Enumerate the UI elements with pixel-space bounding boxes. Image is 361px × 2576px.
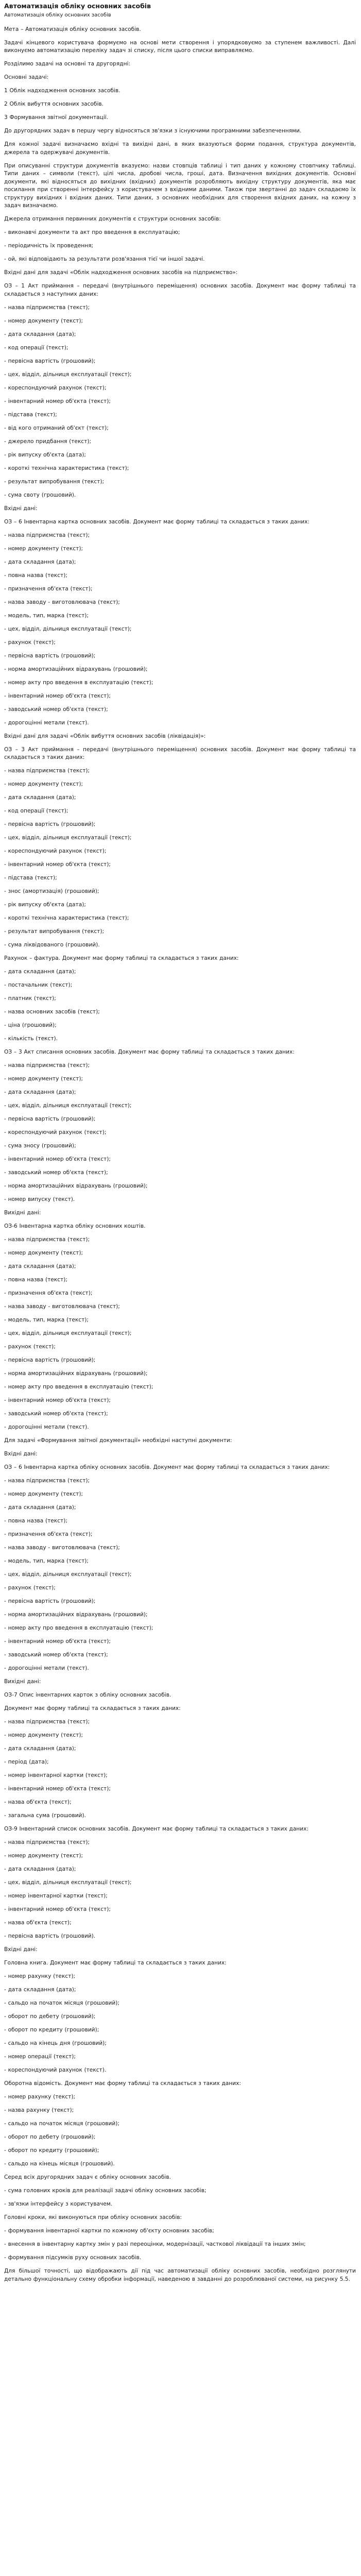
document-paragraph: - період (дата); — [4, 1759, 49, 1765]
document-paragraph: - назва об'єкта (текст); — [4, 1920, 72, 1926]
document-paragraph: ОЗ-9 Інвентарний список основних засобів. Документ має форму таблиці та складається з таких даних: — [4, 1826, 308, 1832]
document-paragraph: - цех, відділ, дільниця експлуатації (текст); — [4, 625, 132, 632]
document-paragraph: - рахунок (текст); — [4, 1585, 56, 1591]
document-paragraph: - зв'язки інтерфейсу з користувачем. — [4, 2201, 113, 2207]
document-paragraph: - номер випуску (текст). — [4, 1196, 75, 1202]
document-paragraph: - кількість (текст). — [4, 1036, 58, 1042]
document-paragraph: - оборот по кредиту (грошовий); — [4, 2027, 99, 2033]
document-paragraph: Серед всіх другорядних задач є обліку основних засобів. — [4, 2174, 171, 2180]
document-title: Автоматизація обліку основних засобів — [4, 2, 151, 10]
document-paragraph: - номер інвентарної картки (текст); — [4, 1772, 108, 1778]
document-paragraph: - назва підприємства (текст); — [4, 1839, 90, 1845]
document-paragraph: - сальдо на кінець дня (грошовий); — [4, 2040, 107, 2046]
document-paragraph: - номер документу (текст); — [4, 545, 83, 552]
document-paragraph: - назва підприємства (текст); — [4, 304, 90, 311]
document-paragraph: - призначення об'єкта (текст); — [4, 1531, 93, 1537]
document-paragraph: - сальдо на кінець місяця (грошовий). — [4, 2161, 115, 2167]
document-paragraph: - дата складання (дата); — [4, 1263, 76, 1269]
document-paragraph: - дорогоцінні метали (текст). — [4, 1665, 89, 1671]
document-paragraph: - інвентарний номер об'єкта (текст); — [4, 1156, 111, 1162]
document-paragraph: - заводський номер об'єкта (текст); — [4, 1652, 108, 1658]
document-paragraph: ОЗ – 6 Інвентарна картка основних засобів. Документ має форму таблиці та складається з таких даних: — [4, 518, 310, 525]
document-paragraph: - первісна вартість (грошовий). — [4, 1933, 96, 1939]
document-paragraph: - норма амортизаційних відрахувань (грошовий); — [4, 666, 148, 672]
document-paragraph: - назва основних засобів (текст); — [4, 1009, 100, 1015]
document-paragraph: - номер рахунку (текст); — [4, 2094, 76, 2100]
document-paragraph: Оборотна відомість. Документ має форму таблиці та складається з таких даних: — [4, 2080, 241, 2087]
document-paragraph: Рахунок – фактура. Документ має форму таблиці та складається з таких даних: — [4, 955, 239, 961]
document-subtitle: Автоматизація обліку основних засобів — [4, 12, 111, 18]
document-paragraph: - інвентарний номер об'єкта (текст); — [4, 1906, 111, 1912]
document-paragraph: - норма амортизаційних відрахувань (грошовий); — [4, 1370, 148, 1377]
document-paragraph: - назва підприємства (текст); — [4, 768, 90, 774]
document-paragraph: - результат випробування (текст); — [4, 928, 105, 935]
document-paragraph: - інвентарний номер об'єкта (текст); — [4, 692, 111, 699]
document-paragraph: - ціна (грошовий); — [4, 1022, 57, 1028]
document-paragraph: Розділимо задачі на основні та другорядні: — [4, 61, 131, 67]
document-paragraph: - назва підприємства (текст); — [4, 1062, 90, 1069]
document-paragraph: - кореспондуючий рахунок (текст); — [4, 848, 107, 854]
document-paragraph: - інвентарний номер об'єкта (текст); — [4, 1786, 111, 1792]
document-paragraph: - номер документу (текст); — [4, 1853, 83, 1859]
document-paragraph: - дата складання (дата); — [4, 558, 76, 565]
document-paragraph: Для задачі «Формування звітної документації» необхідні наступні документи: — [4, 1437, 232, 1444]
document-paragraph: ОЗ-7 Опис інвентарних карток з обліку основних засобів. — [4, 1692, 171, 1698]
document-paragraph: Документ має форму таблиці та складається з таких даних: — [4, 1705, 181, 1711]
document-paragraph: - сума своту (грошовий). — [4, 492, 76, 498]
document-paragraph: - кореспондуючий рахунок (текст). — [4, 2067, 107, 2073]
document-paragraph: - назва підприємства (текст); — [4, 1236, 90, 1243]
document-paragraph: Вихідні дані: — [4, 1210, 41, 1216]
document-paragraph: ОЗ – 3 Акт списання основних засобів. Документ має форму таблиці та складається з таких даних: — [4, 1049, 295, 1055]
document-paragraph: - номер документу (текст); — [4, 781, 83, 787]
document-paragraph: - номер документу (текст); — [4, 1250, 83, 1256]
document-paragraph: - назва рахунку (текст); — [4, 2107, 74, 2113]
document-paragraph: - номер акту про введення в експлуатацію (текст); — [4, 1384, 153, 1390]
document-paragraph: - внесення в інвентарну картку змін у разі переоцінки, модернізації, часткової ліквідації та інших змін; — [4, 2241, 306, 2247]
document-paragraph: - первісна вартість (грошовий); — [4, 821, 96, 827]
document-paragraph: - кореспондуючий рахунок (текст); — [4, 384, 107, 391]
document-paragraph: - назва заводу - виготовлювача (текст); — [4, 1303, 120, 1310]
document-paragraph: Мета – Автоматизація обліку основних засобів. — [4, 26, 141, 32]
document-paragraph: - дата складання (дата); — [4, 331, 76, 337]
document-paragraph: Джерела отримання первинних документів є структури основних засобів: — [4, 216, 221, 222]
document-paragraph: - заводський номер об'єкта (текст); — [4, 706, 108, 713]
document-paragraph: - номер документу (текст); — [4, 317, 83, 324]
document-paragraph: - первісна вартість (грошовий); — [4, 1116, 96, 1122]
document-paragraph: - підстава (текст); — [4, 411, 57, 418]
document-paragraph: - дорогоцінні метали (текст). — [4, 1424, 89, 1430]
document-paragraph: - загальна сума (грошовий). — [4, 1812, 86, 1819]
document-paragraph: - сума ліквідованого (грошовий). — [4, 942, 100, 948]
document-paragraph: - інвентарний номер об'єкта (текст); — [4, 861, 111, 868]
document-paragraph: Вхідні дані: — [4, 1451, 38, 1457]
document-paragraph: - постачальник (текст); — [4, 982, 73, 988]
document-paragraph: ОЗ – 6 Інвентарна картка обліку основних засобів. Документ має форму таблиці та складається з таких даних: — [4, 1464, 330, 1470]
document-paragraph: - назва заводу - виготовлювача (текст); — [4, 599, 120, 605]
document-paragraph: - ой, які відповідають за результати розв'язання тієї чи іншої задачі. — [4, 256, 205, 262]
document-paragraph: - від кого отриманий об'єкт (текст); — [4, 425, 109, 431]
document-paragraph: Для кожної задачі визначаємо вхідні та вихідні дані, в яких вказуються форми подання, структура документів, джерела та одержувачі документів. — [4, 141, 356, 156]
document-paragraph: - призначення об'єкта (текст); — [4, 1290, 93, 1296]
document-paragraph: - номер документу (текст); — [4, 1076, 83, 1082]
document-paragraph: - норма амортизаційних відрахувань (грошовий); — [4, 1183, 148, 1189]
document-paragraph: ОЗ – 3 Акт приймання – передачі (внутрішнього переміщення) основних засобів. Документ має форму таблиці та складається з таких даних: — [4, 746, 356, 760]
document-paragraph: - інвентарний номер об'єкта (текст); — [4, 1638, 111, 1645]
document-paragraph: - дата складання (дата); — [4, 1504, 76, 1511]
document-paragraph: - назва підприємства (текст); — [4, 1478, 90, 1484]
document-paragraph: - оборот по дебету (грошовий); — [4, 2134, 96, 2140]
document-paragraph: - код операції (текст); — [4, 344, 68, 351]
document-paragraph: - номер документу (текст); — [4, 1732, 83, 1738]
document-paragraph: - номер операції (текст); — [4, 2054, 76, 2060]
document-paragraph: - модель, тип, марка (текст); — [4, 612, 89, 619]
document-paragraph: - дорогоцінні метали (текст). — [4, 719, 89, 726]
document-paragraph: - призначення об'єкта (текст); — [4, 585, 93, 592]
document-paragraph: - дата складання (дата); — [4, 969, 76, 975]
document-paragraph: Основні задачі: — [4, 74, 49, 80]
document-paragraph: - кореспондуючий рахунок (текст); — [4, 1129, 107, 1136]
document-paragraph: Вхідні дані: — [4, 505, 38, 512]
document-paragraph: - номер акту про введення в експлуатацію (текст); — [4, 679, 153, 686]
document-paragraph: - дата складання (дата); — [4, 794, 76, 801]
document-paragraph: Вихідні дані: — [4, 1679, 41, 1685]
document-body — [4, 26, 356, 2284]
document-paragraph: - платник (текст); — [4, 995, 56, 1002]
document-paragraph: - код операції (текст); — [4, 808, 68, 814]
document-paragraph: При описуванні структури документів вказуємо: назви стовпців таблиці і тип даних у кожному стовпчику таблиці. Типи даних – символи (текст), цілі числа, дробові числа, гроші, дата. Визначення вихідних документів. Основні документи, які відносяться до вихідних (вхідних) документів розробляють вихідну структуру документів, яка має посилання при створенні інтерфейсу з користувачем з вхідними даними. Також при звертанні до задач складаємо їх структуру вихідних і вхідних даних. Типи даних, з основних необхідних для створення вхідних даних, на кожну з задач визначаємо. — [4, 162, 356, 209]
document-paragraph: - дата складання (дата); — [4, 1866, 76, 1872]
document-paragraph: - модель, тип, марка (текст); — [4, 1317, 89, 1323]
document-paragraph: - цех, відділ, дільниця експлуатації (текст); — [4, 1879, 132, 1886]
document-paragraph: - періодичність їх проведення; — [4, 243, 94, 249]
document-paragraph: - номер рахунку (текст); — [4, 1973, 76, 1979]
document-paragraph: - модель, тип, марка (текст); — [4, 1558, 89, 1564]
document-paragraph: - сума зносу (грошовий); — [4, 1143, 76, 1149]
document-paragraph: Вхідні дані для задачі «Облік надходження основних засобів на підприємство»: — [4, 269, 238, 276]
document-paragraph: - назва підприємства (текст); — [4, 532, 90, 538]
document-paragraph: - первісна вартість (грошовий); — [4, 1357, 96, 1363]
document-paragraph: - інвентарний номер об'єкта (текст); — [4, 1397, 111, 1403]
document-paragraph: Задачі кінцевого користувача формуємо на основі мети створення і упорядковуємо за ступенем важливості. Далі виконуємо автоматизацію переліку задач зі списку, після цього списки виправляємо. — [4, 39, 356, 54]
document-paragraph: - дата складання (дата); — [4, 1987, 76, 1993]
document-paragraph: - номер документу (текст); — [4, 1491, 83, 1497]
document-paragraph: - сальдо на початок місяця (грошовий); — [4, 2000, 119, 2006]
document-paragraph: - повна назва (текст); — [4, 1277, 67, 1283]
document-paragraph: - оборот по дебету (грошовий); — [4, 2013, 96, 2020]
document-paragraph: - оборот по кредиту (грошовий); — [4, 2147, 99, 2154]
document-paragraph: - формування підсумків руху основних засобів. — [4, 2255, 142, 2261]
document-paragraph: - номер інвентарної картки (текст); — [4, 1893, 108, 1899]
document-paragraph: - повна назва (текст); — [4, 572, 67, 579]
document-paragraph: - дата складання (дата); — [4, 1745, 76, 1752]
document-paragraph: - повна назва (текст); — [4, 1518, 67, 1524]
document-paragraph: - виконавчі документи та акт про введення в експлуатацію; — [4, 229, 180, 235]
document-paragraph: - первісна вартість (грошовий); — [4, 652, 96, 659]
document-paragraph: - рік випуску об'єкта (дата); — [4, 451, 86, 458]
document-paragraph: До другорядних задач в першу чергу відносяться зв'язки з існуючими програмними забезпеченнями. — [4, 128, 302, 134]
document-paragraph: ОЗ – 1 Акт приймання – передачі (внутрішнього переміщення) основних засобів. Документ має форму таблиці та складається з наступних даних: — [4, 283, 356, 297]
document-paragraph: Головна книга. Документ має форму таблиці та складається з таких даних: — [4, 1960, 227, 1966]
document-paragraph: - назва об'єкта (текст); — [4, 1799, 72, 1805]
document-paragraph: - інвентарний номер об'єкта (текст); — [4, 398, 111, 404]
document-paragraph: - формування інвентарної картки по кожному об'єкту основних засобів; — [4, 2228, 214, 2234]
document-paragraph: - первісна вартість (грошовий); — [4, 1598, 96, 1604]
document-paragraph: - цех, відділ, дільниця експлуатації (текст); — [4, 1571, 132, 1578]
document-paragraph: - знос (амортизація) (грошовий); — [4, 888, 99, 894]
document-paragraph: - номер акту про введення в експлуатацію (текст); — [4, 1625, 153, 1631]
document-paragraph: - підстава (текст); — [4, 875, 57, 881]
document-paragraph: - назва підприємства (текст); — [4, 1719, 90, 1725]
document-paragraph: - цех, відділ, дільниця експлуатації (текст); — [4, 1103, 132, 1109]
document-paragraph: 3 Формування звітної документації. — [4, 114, 108, 121]
document-paragraph: - заводський номер об'єкта (текст); — [4, 1411, 108, 1417]
document-paragraph: - заводський номер об'єкта (текст); — [4, 1170, 108, 1176]
document-paragraph: - результат випробування (текст); — [4, 478, 105, 485]
document-paragraph: - рік випуску об'єкта (дата); — [4, 902, 86, 908]
document-paragraph: 1 Облік надходження основних засобів. — [4, 88, 121, 94]
document-paragraph: Для більшої точності, що відображають дії під час автоматизації обліку основних засобів, необхідно розглянути детально функціональну схему обробки інформації, наведеною в завданні до розроблюваної системи, на рисунку 5.5. — [4, 2268, 356, 2282]
document-paragraph: - цех, відділ, дільниця експлуатації (текст); — [4, 371, 132, 378]
document-paragraph: - короткі технічна характеристика (текст); — [4, 915, 129, 921]
document-paragraph: 2 Облік вибуття основних засобів. — [4, 101, 104, 107]
document-paragraph: - цех, відділ, дільниця експлуатації (текст); — [4, 1330, 132, 1336]
document-paragraph: - дата складання (дата); — [4, 1089, 76, 1095]
document-paragraph: Головні кроки, які виконуються при обліку основних засобів: — [4, 2214, 182, 2221]
document-paragraph: - рахунок (текст); — [4, 639, 56, 646]
document-paragraph: Вхідні дані для задачі «Облік вибуття основних засобів (ліквідація)»: — [4, 733, 206, 739]
document-paragraph: Вхідні дані: — [4, 1946, 38, 1953]
document-paragraph: - сальдо на початок місяця (грошовий); — [4, 2121, 119, 2127]
document-paragraph: - цех, відділ, дільниця експлуатації (текст); — [4, 835, 132, 841]
document-paragraph: - джерело придбання (текст); — [4, 438, 92, 445]
document-paragraph: ОЗ-6 Інвентарна картка обліку основних коштів. — [4, 1223, 146, 1229]
document-paragraph: - первісна вартість (грошовий); — [4, 358, 96, 364]
document-paragraph: - назва заводу - виготовлювача (текст); — [4, 1545, 120, 1551]
document-paragraph: - короткі технічна характеристика (текст); — [4, 465, 129, 471]
document-paragraph: - рахунок (текст); — [4, 1344, 56, 1350]
document-paragraph: - сума головних кроків для реалізації задачі обліку основних засобів; — [4, 2188, 207, 2194]
document-paragraph: - норма амортизаційних відрахувань (грошовий); — [4, 1612, 148, 1618]
